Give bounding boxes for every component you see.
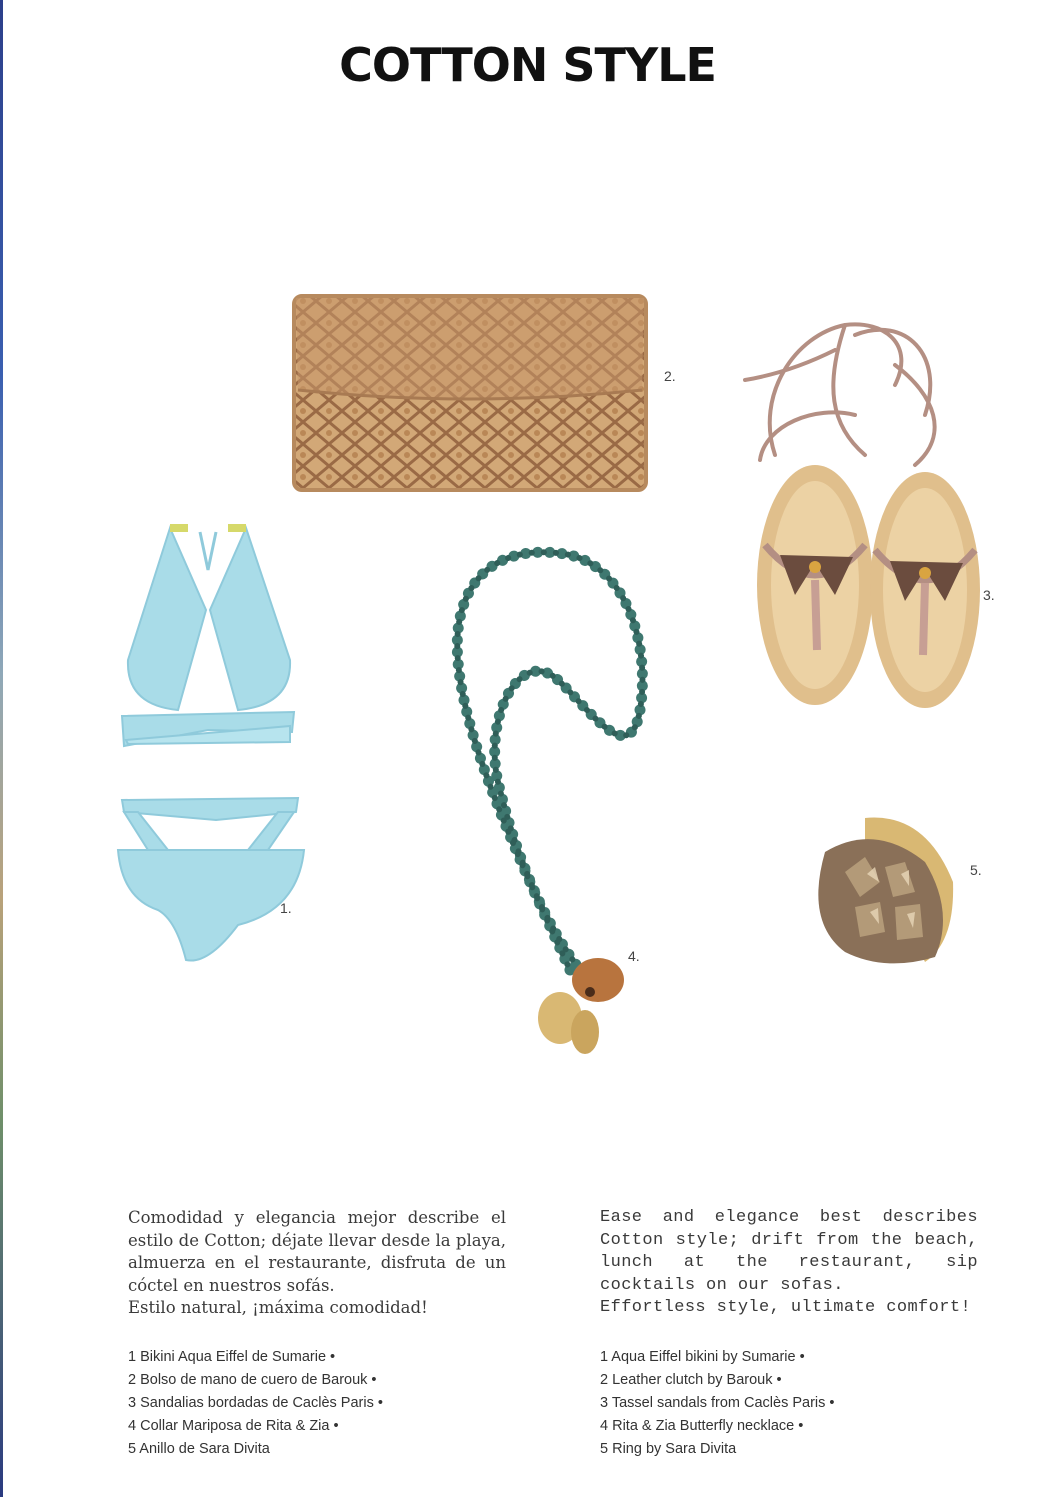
credit-item: 4 Rita & Zia Butterfly necklace • — [600, 1417, 804, 1434]
product-number-ring: 5. — [970, 862, 982, 878]
clutch-bag-icon — [290, 290, 650, 495]
bikini-icon — [108, 520, 308, 970]
credit-item: 5 Ring by Sara Divita — [600, 1440, 737, 1457]
product-number-sandals: 3. — [983, 587, 995, 603]
credit-item: 3 Sandalias bordadas de Caclès Paris • — [128, 1394, 383, 1411]
ring-icon — [805, 812, 957, 972]
necklace-icon — [440, 540, 655, 1065]
left-edge-strip — [0, 0, 3, 1497]
product-number-bikini: 1. — [280, 900, 292, 916]
spanish-credits — [128, 1346, 506, 1461]
product-number-necklace: 4. — [628, 948, 640, 964]
english-tagline: Effortless style, ultimate comfort! — [600, 1298, 972, 1317]
english-column — [600, 1207, 978, 1461]
spanish-column — [128, 1207, 506, 1461]
english-intro: Ease and elegance best describes Cotton style; drift from the beach, lunch at the restaurant, sip cocktails on our sofas. — [600, 1208, 978, 1295]
credit-item: 2 Bolso de mano de cuero de Barouk • — [128, 1371, 377, 1388]
sandals-icon — [735, 305, 985, 715]
credit-item: 1 Aqua Eiffel bikini by Sumarie • — [600, 1348, 805, 1365]
product-number-clutch: 2. — [664, 368, 676, 384]
credit-item: 3 Tassel sandals from Caclès Paris • — [600, 1394, 835, 1411]
spanish-tagline: Estilo natural, ¡máxima comodidad! — [128, 1298, 428, 1317]
spanish-intro: Comodidad y elegancia mejor describe el estilo de Cotton; déjate llevar desde la playa, almuerza en el restaurante, disfruta de un cóctel en nuestros sofás. — [128, 1208, 506, 1295]
credit-item: 1 Bikini Aqua Eiffel de Sumarie • — [128, 1348, 336, 1365]
credit-item: 5 Anillo de Sara Divita — [128, 1440, 270, 1457]
english-credits — [600, 1346, 978, 1461]
page-title: COTTON STYLE — [339, 38, 716, 92]
credit-item: 4 Collar Mariposa de Rita & Zia • — [128, 1417, 339, 1434]
credit-item: 2 Leather clutch by Barouk • — [600, 1371, 782, 1388]
